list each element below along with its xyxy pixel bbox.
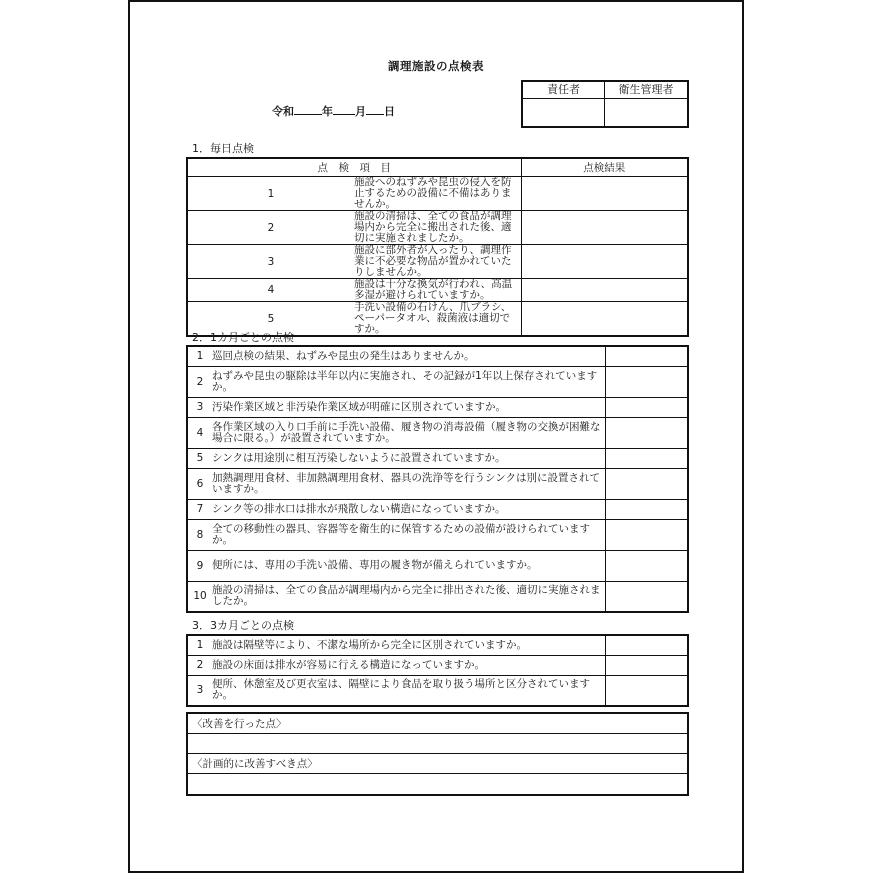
result-cell[interactable] — [606, 519, 689, 550]
item-number: 1 — [187, 346, 212, 366]
result-cell[interactable] — [606, 346, 689, 366]
item-text: シンク等の排水口は排水が飛散しない構造になっていますか。 — [212, 499, 606, 519]
item-text: 施設へのねずみや昆虫の侵入を防止するための設備に不備はありませんか。 — [354, 177, 521, 211]
item-text: 施設の床面は排水が容易に行える構造になっていますか。 — [212, 655, 606, 675]
item-number: 5 — [187, 448, 212, 468]
item-text: 全ての移動性の器具、容器等を衛生的に保管するための設備が設けられていますか。 — [212, 519, 606, 550]
item-number: 1 — [187, 177, 354, 211]
item-text: 施設の清掃は、全ての食品が調理場内から完全に排出された後、適切に実施されましたか。 — [212, 581, 606, 612]
document-title: 調理施設の点検表 — [388, 59, 484, 73]
table-row — [187, 448, 688, 468]
table-row — [187, 519, 688, 550]
item-number: 2 — [187, 211, 354, 245]
hygiene-manager-stamp-cell[interactable] — [605, 99, 687, 126]
result-cell[interactable] — [606, 655, 689, 675]
item-number: 4 — [187, 279, 354, 302]
result-cell[interactable] — [606, 635, 689, 655]
improved-points-field[interactable] — [188, 734, 687, 754]
day-blank[interactable] — [366, 104, 384, 115]
table-row — [187, 177, 688, 211]
item-text: 便所には、専用の手洗い設備、専用の履き物が備えられていますか。 — [212, 550, 606, 581]
result-cell[interactable] — [606, 448, 689, 468]
item-number: 1 — [187, 635, 212, 655]
item-number: 9 — [187, 550, 212, 581]
item-text: 施設は十分な換気が行われ、高温多湿が避けられていますか。 — [354, 279, 521, 302]
planned-improvements-label: 〈計画的に改善すべき点〉 — [188, 754, 687, 774]
item-text: 施設に部外者が入ったり、調理作業に不必要な物品が置かれていたりしませんか。 — [354, 245, 521, 279]
table-row — [187, 635, 688, 655]
result-cell[interactable] — [606, 468, 689, 499]
table-row — [187, 397, 688, 417]
item-text: 各作業区域の入り口手前に手洗い設備、履き物の消毒設備（履き物の交換が困難な場合に限る。）が設置されていますか。 — [212, 417, 606, 448]
result-cell[interactable] — [521, 211, 688, 245]
section-heading-quarterly: 3．3カ月ごとの点検 — [192, 619, 294, 632]
item-text: 巡回点検の結果、ねずみや昆虫の発生はありませんか。 — [212, 346, 606, 366]
result-cell[interactable] — [521, 279, 688, 302]
item-text: 汚染作業区域と非汚染作業区域が明確に区別されていますか。 — [212, 397, 606, 417]
table-row — [187, 499, 688, 519]
month-blank[interactable] — [333, 104, 355, 115]
date-year-label: 年 — [322, 105, 333, 118]
date-day-label: 日 — [384, 105, 395, 118]
result-cell[interactable] — [606, 675, 689, 706]
notes-box — [186, 712, 689, 796]
item-number: 10 — [187, 581, 212, 612]
item-text: シンクは用途別に相互汚染しないように設置されていますか。 — [212, 448, 606, 468]
item-number: 3 — [187, 245, 354, 279]
table-row — [187, 417, 688, 448]
result-column-header: 点検結果 — [521, 158, 688, 177]
signoff-table — [521, 80, 689, 128]
item-number: 8 — [187, 519, 212, 550]
planned-improvements-field[interactable] — [188, 774, 687, 794]
item-text: ねずみや昆虫の駆除は半年以内に実施され、その記録が1年以上保存されていますか。 — [212, 366, 606, 397]
item-number: 2 — [187, 655, 212, 675]
table-row — [187, 211, 688, 245]
result-cell[interactable] — [606, 499, 689, 519]
result-cell[interactable] — [521, 245, 688, 279]
date-month-label: 月 — [355, 105, 366, 118]
result-cell[interactable] — [606, 550, 689, 581]
result-cell[interactable] — [521, 302, 688, 337]
table-row — [187, 279, 688, 302]
date-line — [272, 103, 395, 119]
table-row — [187, 675, 688, 706]
table-row — [187, 581, 688, 612]
item-text: 施設の清掃は、全ての食品が調理場内から完全に搬出された後、適切に実施されましたか。 — [354, 211, 521, 245]
item-number: 3 — [187, 675, 212, 706]
item-number: 2 — [187, 366, 212, 397]
item-text: 便所、休憩室及び更衣室は、隔壁により食品を取り扱う場所と区分されていますか。 — [212, 675, 606, 706]
item-number: 3 — [187, 397, 212, 417]
responsible-person-header: 責任者 — [523, 82, 605, 99]
table-row — [187, 346, 688, 366]
table-row — [187, 366, 688, 397]
item-number: 4 — [187, 417, 212, 448]
item-text: 加熱調理用食材、非加熱調理用食材、器具の洗浄等を行うシンクは別に設置されていますか。 — [212, 468, 606, 499]
result-cell[interactable] — [606, 366, 689, 397]
quarterly-check-table — [186, 634, 689, 707]
item-column-header: 点 検 項 目 — [187, 158, 521, 177]
table-row — [187, 245, 688, 279]
item-number: 6 — [187, 468, 212, 499]
item-number: 7 — [187, 499, 212, 519]
improved-points-label: 〈改善を行った点〉 — [188, 714, 687, 734]
item-text: 施設は隔壁等により、不潔な場所から完全に区別されていますか。 — [212, 635, 606, 655]
daily-check-table — [186, 157, 689, 337]
item-text: 手洗い設備の石けん、爪ブラシ、ペーパータオル、殺菌液は適切ですか。 — [354, 302, 521, 337]
year-blank[interactable] — [294, 104, 322, 115]
date-era: 令和 — [272, 105, 294, 118]
hygiene-manager-header: 衛生管理者 — [605, 82, 687, 99]
section-heading-monthly: 2．1カ月ごとの点検 — [192, 331, 294, 344]
result-cell[interactable] — [606, 397, 689, 417]
result-cell[interactable] — [521, 177, 688, 211]
item-number: 5 — [187, 302, 354, 337]
table-row — [187, 468, 688, 499]
table-row — [187, 550, 688, 581]
result-cell[interactable] — [606, 417, 689, 448]
result-cell[interactable] — [606, 581, 689, 612]
monthly-check-table — [186, 345, 689, 613]
responsible-person-stamp-cell[interactable] — [523, 99, 605, 126]
section-heading-daily: 1．毎日点検 — [192, 142, 254, 155]
table-row — [187, 655, 688, 675]
